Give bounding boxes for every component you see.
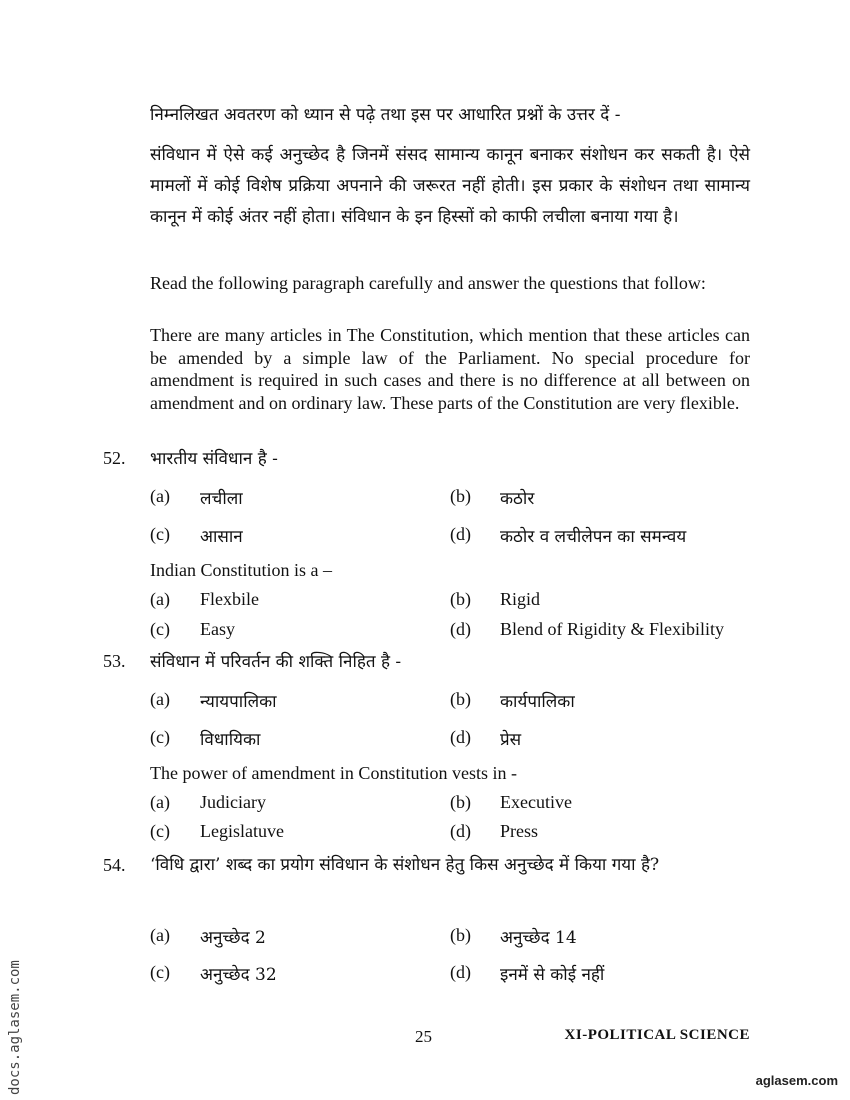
corner-watermark: aglasem.com [755, 1073, 838, 1088]
question-52-number: 52. [103, 448, 126, 468]
passage-instruction-english: Read the following paragraph carefully and answer the questions that follow: [150, 273, 706, 293]
option-letter: (b) [450, 486, 471, 506]
option-text: Rigid [500, 589, 541, 609]
option-letter: (d) [450, 821, 471, 841]
option-text: Flexbile [200, 589, 259, 609]
passage-text-english: There are many articles in The Constitution, which mention that these articles can be amended by a simple law of the Parliament. No special procedure for amendment is required in such cases and there is no difference at all between on amendment and on ordinary law. These parts of the Constitution are very flexible. [150, 325, 750, 413]
passage-instruction-hindi: निम्नलिखत अवतरण को ध्यान से पढ़े तथा इस पर आधारित प्रश्नों के उत्तर दें - [150, 105, 621, 125]
side-watermark: docs.aglasem.com [7, 960, 23, 1095]
question-52-text-english: Indian Constitution is a – [150, 560, 332, 580]
option-text: कठोर व लचीलेपन का समन्वय [500, 527, 687, 547]
option-letter: (a) [150, 486, 170, 506]
page-number: 25 [415, 1027, 432, 1046]
option-text: न्यायपालिका [200, 692, 277, 712]
option-letter: (c) [150, 727, 170, 747]
option-letter: (c) [150, 524, 170, 544]
passage-text-hindi: संविधान में ऐसे कई अनुच्छेद है जिनमें संसद सामान्य कानून बनाकर संशोधन कर सकती है। ऐसे मामलों में कोई विशेष प्रक्रिया अपनाने की जरूरत नहीं होती। इस प्रकार के संशोधन तथा सामान्य कानून में कोई अंतर नहीं होता। संविधान के इन हिस्सों को काफी लचीला बनाया गया है। [150, 145, 750, 227]
option-text: Judiciary [200, 792, 266, 812]
option-letter: (d) [450, 962, 471, 982]
question-53-text-hindi: संविधान में परिवर्तन की शक्ति निहित है - [150, 652, 402, 672]
option-text: लचीला [200, 489, 243, 509]
option-letter: (a) [150, 792, 170, 812]
option-text: आसान [200, 527, 243, 547]
option-letter: (c) [150, 619, 170, 639]
option-letter: (c) [150, 821, 170, 841]
option-letter: (b) [450, 589, 471, 609]
option-letter: (d) [450, 524, 471, 544]
option-letter: (c) [150, 962, 170, 982]
option-letter: (a) [150, 689, 170, 709]
option-text: अनुच्छेद 2 [200, 928, 266, 948]
question-54-text-hindi: ‘विधि द्वारा’ शब्द का प्रयोग संविधान के संशोधन हेतु किस अनुच्छेद में किया गया है? [150, 855, 660, 875]
option-letter: (b) [450, 689, 471, 709]
option-text: विधायिका [200, 730, 261, 750]
question-53-text-english: The power of amendment in Constitution vests in - [150, 763, 517, 783]
question-53-number: 53. [103, 651, 126, 671]
option-text: कार्यपालिका [500, 692, 575, 712]
option-text: Blend of Rigidity & Flexibility [500, 619, 725, 639]
option-text: Press [500, 821, 539, 841]
option-letter: (d) [450, 727, 471, 747]
question-52-text-hindi: भारतीय संविधान है - [150, 449, 278, 469]
option-letter: (a) [150, 925, 170, 945]
option-text: कठोर [500, 489, 535, 509]
option-text: प्रेस [500, 730, 522, 750]
question-54-number: 54. [103, 855, 126, 875]
option-letter: (d) [450, 619, 471, 639]
option-text: Executive [500, 792, 572, 812]
option-text: Legislatuve [200, 821, 284, 841]
option-letter: (b) [450, 792, 471, 812]
option-text: Easy [200, 619, 235, 639]
option-text: अनुच्छेद 14 [500, 928, 577, 948]
footer-subject: XI-POLITICAL SCIENCE [564, 1027, 750, 1043]
option-text: अनुच्छेद 32 [200, 965, 277, 985]
option-text: इनमें से कोई नहीं [500, 965, 605, 985]
option-letter: (a) [150, 589, 170, 609]
option-letter: (b) [450, 925, 471, 945]
